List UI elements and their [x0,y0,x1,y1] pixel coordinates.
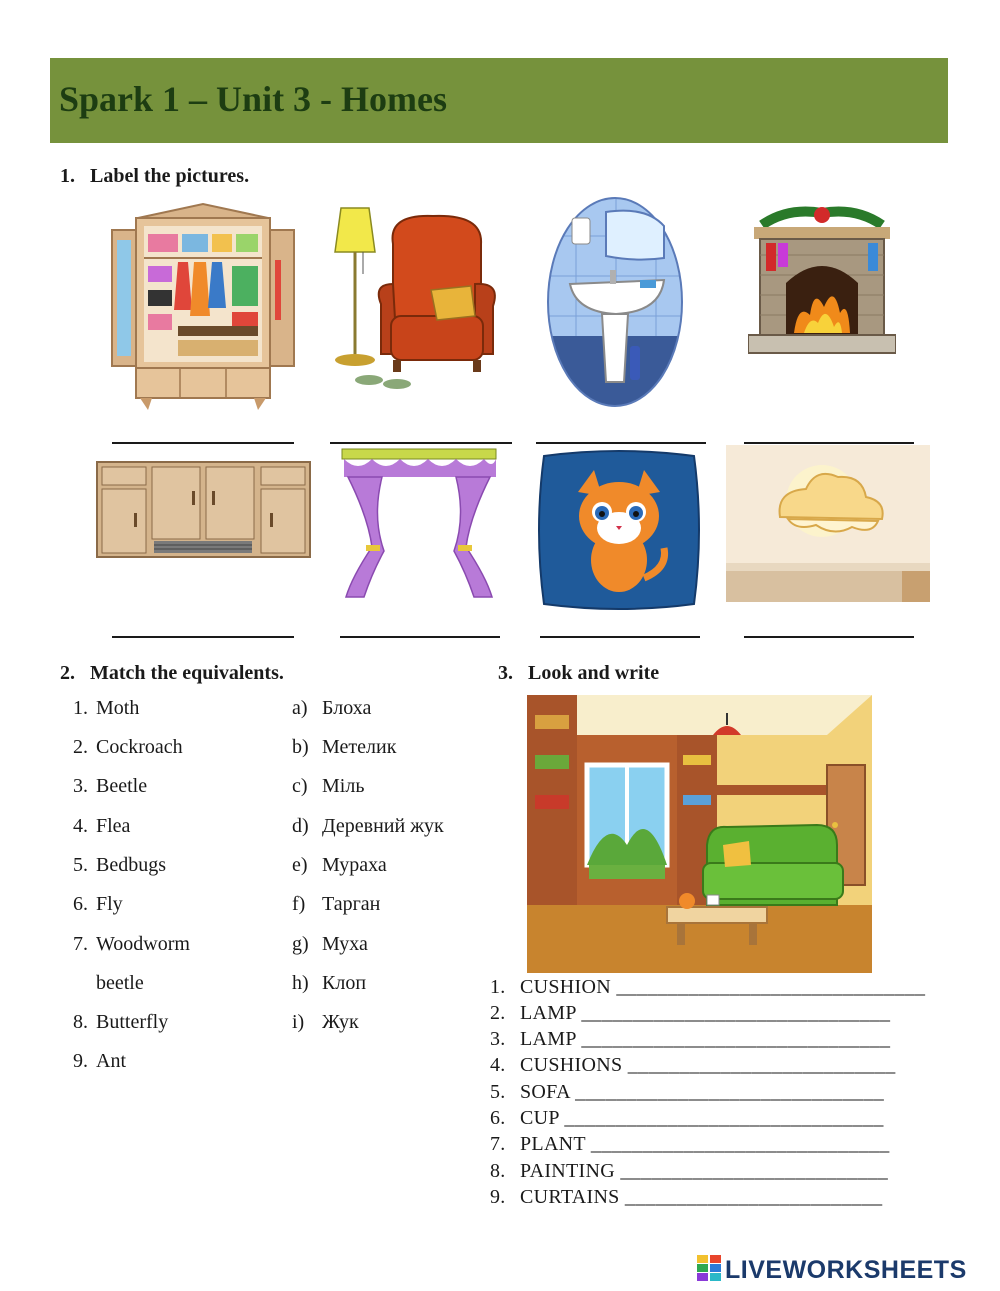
match-ukrainian-item[interactable]: a) Блоха [292,697,372,719]
match-ukrainian-item[interactable]: b) Метелик [292,736,397,758]
section3-heading [498,662,659,685]
write-item[interactable]: 8. PAINTING __________________________ [490,1160,889,1182]
write-item[interactable]: 9. CURTAINS _________________________ [490,1186,883,1208]
match-english-item[interactable]: 8. Butterfly [73,1011,169,1033]
section3-title: Look and write [528,662,660,684]
title-banner [50,58,948,143]
armchair-lamp-icon [333,204,523,394]
match-english-item[interactable]: 2. Cockroach [73,736,183,758]
write-blank[interactable]: _____________________________ [590,1133,890,1155]
match-ukrainian-item[interactable]: e) Мураха [292,854,387,876]
match-ukrainian-item[interactable]: i) Жук [292,1011,359,1033]
answer-line-4[interactable] [744,442,914,444]
wardrobe-icon [108,200,298,412]
section2-title: Match the equivalents. [90,662,284,684]
write-item[interactable]: 6. CUP _______________________________ [490,1107,884,1129]
write-item[interactable]: 3. LAMP ______________________________ [490,1028,891,1050]
match-english-item[interactable]: 5. Bedbugs [73,854,166,876]
section2-heading [60,662,284,685]
answer-line-8[interactable] [744,636,914,638]
match-english-item[interactable]: 6. Fly [73,893,123,915]
answer-line-6[interactable] [340,636,500,638]
write-item[interactable]: 7. PLANT _____________________________ [490,1133,890,1155]
section1-title: Label the pictures. [90,165,250,187]
cupboard-icon [96,461,311,558]
write-blank[interactable]: _______________________________ [564,1107,884,1129]
match-english-item[interactable]: 7. Woodworm [73,933,190,955]
match-ukrainian-item[interactable]: f) Тарган [292,893,381,915]
write-blank[interactable]: ______________________________ [575,1081,885,1103]
match-english-item[interactable]: 4. Flea [73,815,131,837]
match-english-item: beetle [96,972,144,994]
washbasin-icon [546,196,684,408]
match-english-item[interactable]: 1. Moth [73,697,140,719]
match-english-item[interactable]: 3. Beetle [73,775,148,797]
write-blank[interactable]: __________________________ [620,1160,889,1182]
match-english-item[interactable]: 9. Ant [73,1050,126,1072]
write-blank[interactable]: _________________________ [624,1186,883,1208]
section2-number: 2. [60,662,75,684]
match-ukrainian-item[interactable]: c) Міль [292,775,365,797]
write-blank[interactable]: ______________________________ [581,1002,891,1024]
fireplace-icon [748,203,896,365]
match-ukrainian-item[interactable]: g) Муха [292,933,368,955]
answer-line-5[interactable] [112,636,294,638]
write-item[interactable]: 5. SOFA ______________________________ [490,1081,885,1103]
ceiling-light-icon [726,445,930,602]
answer-line-1[interactable] [112,442,294,444]
write-blank[interactable]: ______________________________ [581,1028,891,1050]
section1-heading [60,165,249,188]
answer-line-2[interactable] [330,442,512,444]
answer-line-7[interactable] [540,636,700,638]
write-item[interactable]: 2. LAMP ______________________________ [490,1002,891,1024]
living-room-icon [527,695,872,973]
answer-line-3[interactable] [536,442,706,444]
write-item[interactable]: 1. CUSHION ______________________________ [490,976,926,998]
cat-cushion-icon [536,448,702,612]
write-item[interactable]: 4. CUSHIONS __________________________ [490,1054,896,1076]
section1-number: 1. [60,165,75,187]
match-ukrainian-item[interactable]: d) Деревний жук [292,815,444,837]
match-ukrainian-item[interactable]: h) Клоп [292,972,367,994]
write-blank[interactable]: ______________________________ [616,976,926,998]
liveworksheets-logo-icon [697,1255,721,1286]
section3-number: 3. [498,662,513,684]
curtains-icon [338,447,500,600]
brand-name: LIVEWORKSHEETS [725,1255,967,1284]
page-title: Spark 1 – Unit 3 - Homes [59,79,448,119]
write-blank[interactable]: __________________________ [627,1054,896,1076]
liveworksheets-brand [697,1255,967,1285]
